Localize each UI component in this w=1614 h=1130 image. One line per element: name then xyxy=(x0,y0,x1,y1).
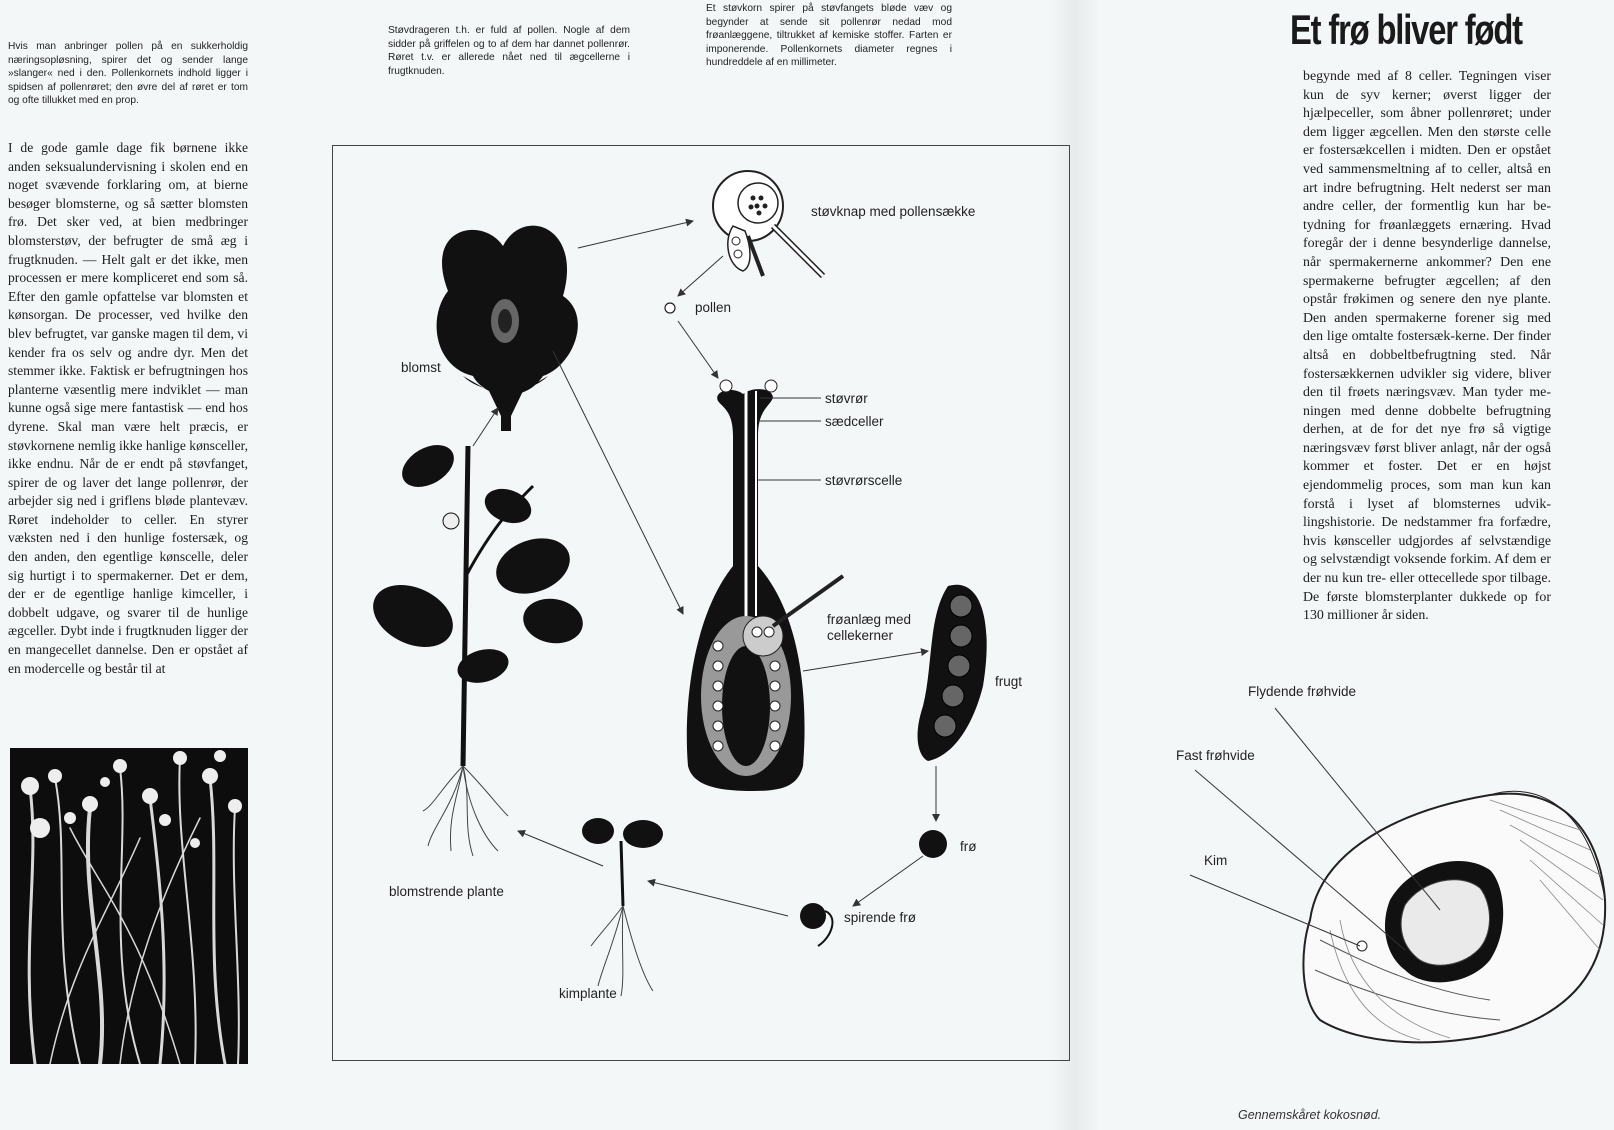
label-fruit: frugt xyxy=(995,674,1023,689)
coconut-caption: Gennemskåret kokosnød. xyxy=(1238,1108,1382,1122)
pistil-drawing xyxy=(687,380,843,791)
caption-right: Et støvkorn spirer på støvfangets bløde væv og begynder at sende sit pollenrør nedad mod frøanlæggene, tiltrukket af kemiske stoffer. Farten er imponerende. Pollenkornets diameter regnes i hundreddele af en millimeter. xyxy=(706,3,952,69)
caption-left: Hvis man anbringer pollen på en sukkerholdig næringsopløsning, spirer det og sender lange »slanger« ned i den. Pollenkornets indhold ligger i spidsen af pollenrøret; den øvre del af røret er tom og ofte tillukket med en prop. xyxy=(8,41,248,107)
label-pollen: pollen xyxy=(695,300,732,315)
label-flower: blomst xyxy=(401,360,441,375)
flowering-plant-drawing xyxy=(363,436,586,856)
label-pollen-tube: støvrør xyxy=(825,391,868,406)
label-seed: frø xyxy=(960,839,977,854)
label-germinating-seed: spirende frø xyxy=(844,910,917,925)
label-flowering-plant: blomstrende plante xyxy=(389,884,504,899)
life-cycle-diagram xyxy=(332,145,1070,1061)
anther-drawing xyxy=(713,171,823,276)
label-sperm: sædceller xyxy=(825,414,884,429)
seedling-drawing xyxy=(582,818,663,996)
label-seedling: kimplante xyxy=(559,986,617,1001)
coconut-illustration xyxy=(1160,684,1610,1130)
right-body-text: begynde med af 8 celler. Tegningen viser kun de syv kerner; øverst ligger der hjælpeceller, som åbner pollenrøret; under dem ligger ægcellen. Men den største celle er fostersækcellen i midten. Den er opstået ved sammensmeltning af to celler, altså en art indre befrugtning. Helt nederst ser man andre celler, der formentlig kun har betydning for frøanlæggets ernæring. Hvad foregår der i denne besynderlige dannelse, når spermakernerne ankommer? Den ene spermakerne befrugter ægcellen; af den opstår frøkimen og senere den nye plante. Den anden spermakerne forener sig med den lige omtalte fostersæk-kerne. Der finder altså en dobbeltbefrugtning sted. Når fostersækkernen udvikler sig videre, bliver den til frøets næringsvæv. Man tyder meningen med denne dobbelte befrugtning derhen, at de for det nye frø så vigtige næringsvæv først bliver anlagt, når der også kommer et foster. Det er en højst ejendommelig proces, som man kun kan forstå i lyset af blomsternes udviklingshistorie. De nedstammer fra forfædre, hvis kønsceller udgjordes af selvstændige og selvstændigt voksende forkim. Af dem er der nu kun tre- eller ottecellede spor tilbage. De første blomsterplanter dukkede op for 130 millioner år siden. xyxy=(1303,69,1551,624)
page-title: Et frø bliver født xyxy=(1290,6,1522,53)
label-liquid-endosperm: Flydende frøhvide xyxy=(1248,684,1357,699)
label-solid-endosperm: Fast frøhvide xyxy=(1176,748,1255,763)
flower-drawing xyxy=(437,226,578,431)
label-embryo: Kim xyxy=(1204,853,1228,868)
label-tube-cell: støvrørscelle xyxy=(825,473,903,488)
left-body-text: I de gode gamle dage fik børnene ikke anden seksualundervisning i skolen end en noget svævende forklaring om, at bierne besøger blomsterne, og så sætter blomsten frø. Det sker ved, at bien medbringer blomsterstøv, der befrugter de små æg i frugtknuden. — Helt galt er det ikke, men processen er mere kompliceret end som så. Efter den gamle opfattelse var blomsten et kønsorgan. De processer, ved hvilke den blev befrugtet, var ganske magen til dem, vi kender fra os selv og andre dyr. Men det stemmer ikke. Faktisk er befrugtningen hos planterne væsentlig mere indviklet — man kunne også sige mere fantastisk — end hos dyrene. Skal man være helt præcis, er støvkornene nemlig ikke hanlige kønsceller, ikke endnu. Når de er endt på støvfanget, spirer de og laver det lange pollenrør, der arbejder sig ned i griflens bløde plantevæv. Røret indeholder to celler. En styrer væksten ned i den hunlige fostersæk, og den anden, den egentlige kønscelle, deler sig hurtigt i to spermakerner. Det er dem, der er de egentlige hanlige kimceller, i dobbelt udgave, og svarer til de hunlige ægceller. Dybt inde i frugtknuden ligger der en mangecellet dannelse. Den er opstået af en modercelle og består til at xyxy=(8,140,248,676)
label-ovule: frøanlæg med cellekerner xyxy=(827,612,912,643)
pollen-tube-photo xyxy=(10,748,248,1064)
label-anther: støvknap med pollensække xyxy=(811,204,976,219)
caption-middle: Støvdrageren t.h. er fuld af pollen. Nogle af dem sidder på griffelen og to af dem har dannet pollenrør. Røret t.v. er allerede nået ned til ægcellerne i frugtknuden. xyxy=(388,25,630,77)
